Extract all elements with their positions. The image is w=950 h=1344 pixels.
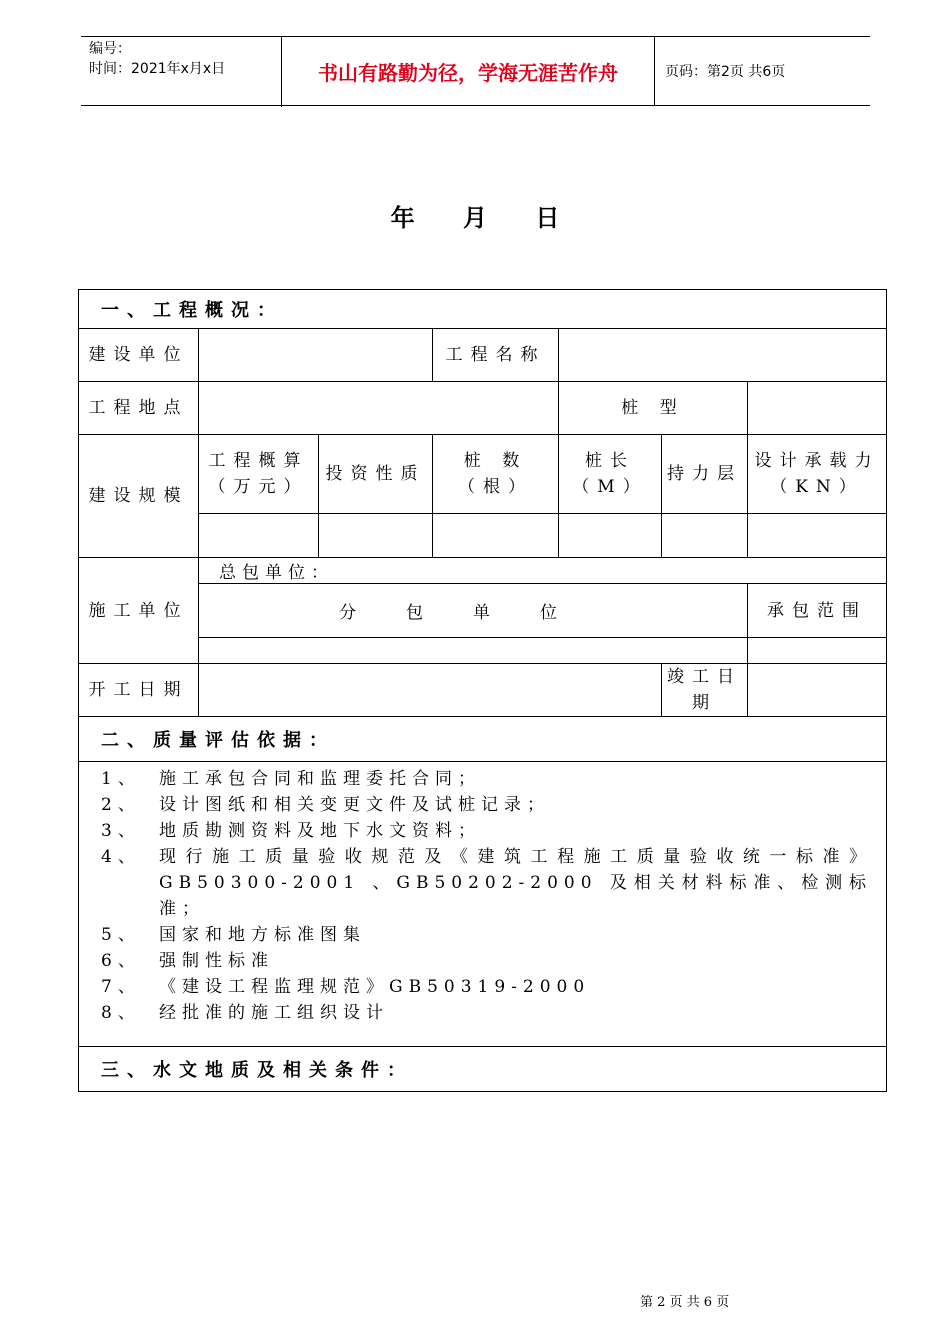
build-unit-label: 建设单位 — [79, 329, 199, 382]
number-label: 编号： — [89, 41, 131, 57]
subcontractor-value[interactable] — [199, 638, 748, 664]
project-location-label: 工程地点 — [79, 382, 199, 435]
scale-col-pile-count: 桩 数（根） — [433, 435, 559, 514]
pile-type-value[interactable] — [748, 382, 887, 435]
project-name-value[interactable] — [559, 329, 887, 382]
pile-length-value[interactable] — [559, 514, 662, 558]
page-footer: 第 2 页 共 6 页 — [640, 1295, 730, 1310]
project-location-value[interactable] — [199, 382, 559, 435]
list-item: 6、 强制性标准 — [101, 951, 274, 971]
time-label: 时间：2021年x月x日 — [89, 61, 226, 77]
scale-col-pile-length: 桩长（M） — [559, 435, 662, 514]
section2-title: 二、质量评估依据： — [79, 717, 887, 762]
list-item: 1、 施工承包合同和监理委托合同； — [101, 769, 481, 789]
contract-scope-value[interactable] — [748, 638, 887, 664]
project-name-label: 工程名称 — [433, 329, 559, 382]
start-date-value[interactable] — [199, 664, 662, 717]
build-unit-value[interactable] — [199, 329, 433, 382]
pile-type-label: 桩 型 — [559, 382, 748, 435]
scale-col-budget: 工程概算（万元） — [199, 435, 319, 514]
basis-list — [79, 762, 887, 1047]
evaluation-form — [78, 289, 887, 1092]
list-item: 4、 现行施工质量验收规范及《建筑工程施工质量验收统一标准》GB50300-2001 、GB50202-2000 及相关材料标准、检测标准； — [101, 847, 873, 919]
page-info: 页码：第2页 共6页 — [665, 64, 786, 80]
list-item: 5、 国家和地方标准图集 — [101, 925, 366, 945]
completion-date-value[interactable] — [748, 664, 887, 717]
construction-unit-label: 施工单位 — [79, 558, 199, 664]
scale-col-capacity: 设计承载力（KN） — [748, 435, 887, 514]
list-item: 3、 地质勘测资料及地下水文资料； — [101, 821, 481, 841]
pile-count-value[interactable] — [433, 514, 559, 558]
page-header — [81, 36, 870, 106]
completion-date-label: 竣工日期 — [662, 664, 748, 717]
start-date-label: 开工日期 — [79, 664, 199, 717]
list-item: 7、 《建设工程监理规范》GB50319-2000 — [101, 977, 591, 997]
slogan: 书山有路勤为径，学海无涯苦作舟 — [282, 37, 655, 105]
date-month: 月 — [463, 204, 487, 232]
investment-value[interactable] — [319, 514, 433, 558]
section1-title: 一、工程概况： — [79, 290, 887, 329]
subcontractor-label: 分包单位 — [199, 584, 748, 638]
contract-scope-label: 承包范围 — [748, 584, 887, 638]
header-meta — [81, 37, 282, 107]
general-contractor-label: 总包单位： — [199, 558, 887, 584]
scale-col-investment: 投资性质 — [319, 435, 433, 514]
budget-value[interactable] — [199, 514, 319, 558]
scale-col-bearing-layer: 持力层 — [662, 435, 748, 514]
build-scale-label: 建设规模 — [79, 435, 199, 558]
list-item: 2、 设计图纸和相关变更文件及试桩记录； — [101, 795, 550, 815]
section3-title: 三、水文地质及相关条件： — [79, 1047, 887, 1092]
list-item: 8、 经批准的施工组织设计 — [101, 1003, 389, 1023]
capacity-value[interactable] — [748, 514, 887, 558]
date-year: 年 — [390, 204, 415, 232]
date-day: 日 — [535, 204, 560, 232]
bearing-layer-value[interactable] — [662, 514, 748, 558]
date-line — [0, 198, 950, 233]
